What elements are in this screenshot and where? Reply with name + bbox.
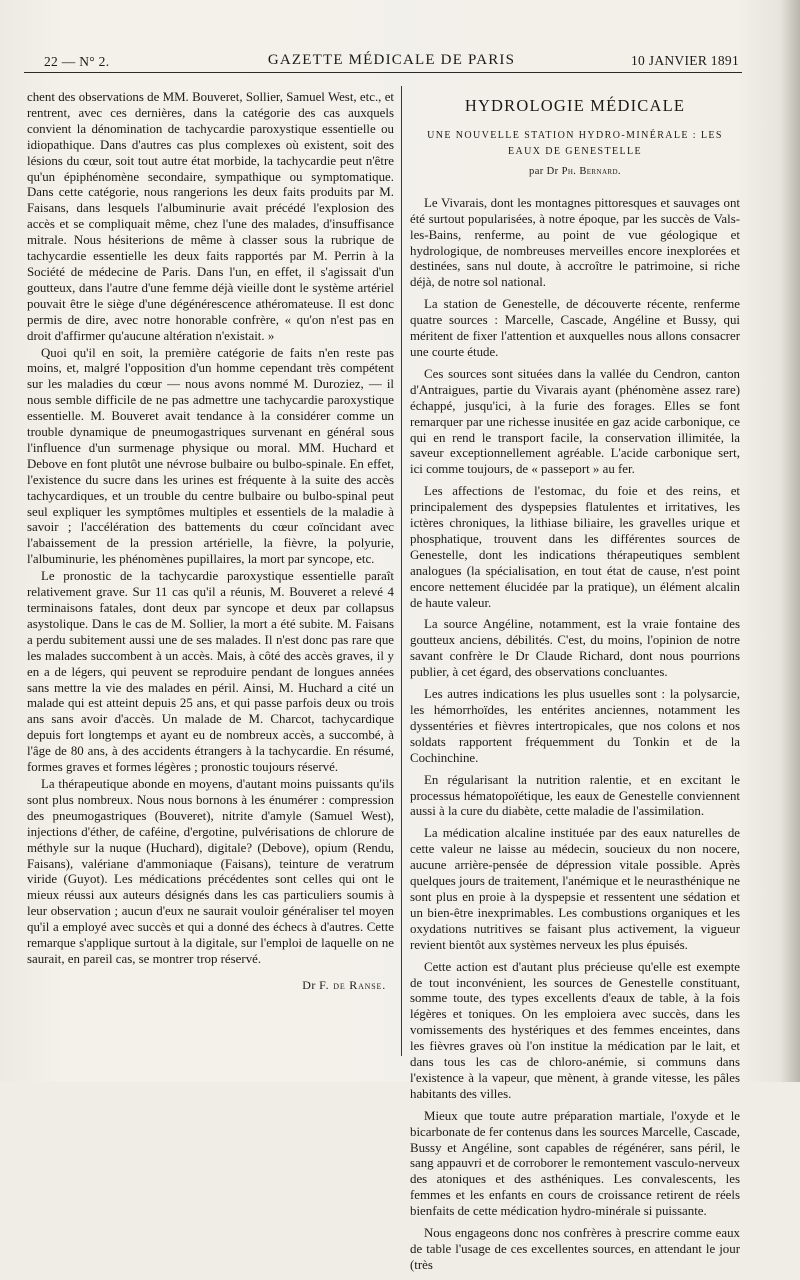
paragraph: La médication alcaline instituée par des eaux naturelles de cette valeur ne laisse au médecin, soucieux du non nocere, aucune arrière-pensée de dépression vitale possible. Après quelques jours de traitement, l'anémique et le neurasthénique ne sont plus en proie à la dyspepsie et ressentent une sédation et un bien-être inexprimables. Les combustions organiques et les oxydations nutritives se faisant plus activement, la vigueur revient bientôt aux systèmes nerveux les plus épuisés. [410,826,740,952]
paragraph: chent des observations de MM. Bouveret, Sollier, Samuel West, etc., et rentrent, avec ces dernières, dans la catégorie des cas auxquels convient la dénomination de tachycardie paroxystique essentielle ou idiopathique. Dans d'autres cas plus complexes où existent, soit des lésions du cœur, soit tout autre état morbide, la tachycardie peut n'être qu'un épiphénomène secondaire, sympathique ou symptomatique. Dans cette catégorie, nous rangerions les deux faits produits par M. Faisans, dans lesquels l'albuminurie avait précédé l'explosion des accès et se compliquait même, chez l'une des malades, d'insuffisance mitrale. Nous hésiterions de même à classer sous la rubrique de tachycardie essentielle les deux faits rapportés par M. Perrin à la Société de médecine de Paris. Dans l'un, en effet, il s'agissait d'un goutteux, dans l'autre d'une femme déjà vieille dont le système artériel pouvait être le siège d'une dégénérescence athéromateuse. Il est donc permis de dire, avec notre honorable confrère, « qu'on n'est pas en droit d'affirmer qu'aucune altération n'existait. » [27,90,394,343]
byline-prefix: par Dr [529,165,559,177]
section-title: HYDROLOGIE MÉDICALE [464,96,686,115]
paragraph: En régularisant la nutrition ralentie, et en excitant le processus hématopoïétique, les eaux de Genestelle conviennent aussi à la cure du diabète, cette maladie de l'assimilation. [410,772,740,819]
issue-date: 10 JANVIER 1891 [631,53,739,68]
paragraph: La station de Genestelle, de découverte récente, renferme quatre sources : Marcelle, Cascade, Angéline et Bussy, qui méritent de fixer l'attention et auxquelles nous allons consacrer une courte étude. [410,297,740,359]
paragraph: La thérapeutique abonde en moyens, d'autant moins puissants qu'ils sont plus nombreux. Nous nous bornons à les énumérer : compression des pneumogastriques (Bouveret), nitrite d'amyle (Samuel West), injections d'éther, de caféine, d'ergotine, pulvérisations de chlorure de méthyle sur la nuque (Huchard), digitale? (Debove), opium (Rendu, Faisans), valériane d'ammoniaque (Faisans), teinture de veratrum viride (Guyot). Les médications précédentes sont celles qui ont le mieux réussi aux auteurs désignés dans les cas particuliers soumis à leur observation ; aucun d'eux ne saurait vouloir généraliser tel moyen qu'il a employé avec succès et qui a donné des échecs à d'autres. Cette remarque s'applique surtout à la digitale, sur l'emploi de laquelle on ne saurait, en pareil cas, se montrer trop réservé. [27,776,394,966]
page-number: 22 — N° 2. [44,54,110,69]
paragraph: Mieux que toute autre préparation martiale, l'oxyde et le bicarbonate de fer contenus dans les sources Marcelle, Cascade, Bussy et Angéline, sont capables de régénérer, sans péril, le sang appauvri et de corroborer le remontement vasculo-nerveux des atoniques et des asthéniques. Les convalescents, les femmes et les enfants en cours de croissance retirent de réels bienfaits de cette médication hydro-minérale si puissante. [410,1108,741,1219]
article-title: UNE NOUVELLE STATION HYDRO-MINÉRALE : LES EAUX DE GENESTELLE [427,129,723,157]
paragraph: Les affections de l'estomac, du foie et des reins, et principalement des dyspepsies flatulentes et irritatives, les ictères chroniques, la lithiase biliaire, les gravelles urique et phosphatique, trouvent dans les différentes sources de Genestelle, dont les indications thérapeutiques semblent analogues (la spécialisation, en tout état de cause, n'est point encore nettement élucidée par la pratique), un élément alcalin de haute valeur. [410,484,740,610]
left-column [27,90,394,994]
page-edge-shadow [780,0,800,1082]
paragraph: Ces sources sont situées dans la vallée du Cendron, canton d'Antraigues, partie du Vivarais ayant (phénomène assez rare) échappé, jusqu'ici, à la furie des forages. Elles se font remarquer par une richesse inusitée en gaz acide carbonique, ce qui en rend le transport facile, la conservation illimitée, la saveur exceptionnellement agréable. L'acide carbonique sert, ici comme toujours, de « passeport » au fer. [410,366,740,477]
paragraph: Les autres indications les plus usuelles sont : la polysarcie, les hémorrhoïdes, les entérites anciennes, notamment les dyssentéries et fièvres intertropicales, que nos colons et nos soldats rapportent fréquemment du Tonkin et de la Cochinchine. [410,687,740,765]
paragraph: La source Angéline, notamment, est la vraie fontaine des goutteux anciens, débilités. C'est, du moins, l'opinion de notre savant confrère le Dr Claude Richard, dont nous pourrions publier, à cet égard, des observations concluantes. [410,617,740,680]
article-byline [410,164,740,180]
paragraph: Nous engageons donc nos confrères à prescrire comme eaux de table l'usage de ces excellentes sources, en attendant le jour (très [410,1226,740,1272]
journal-title: GAZETTE MÉDICALE DE PARIS [267,52,516,68]
paragraph: Le pronostic de la tachycardie paroxystique essentielle paraît relativement grave. Sur 11 cas qu'il a réunis, M. Bouveret a relevé 4 terminaisons fatales, dont deux par syncope et deux par collapsus asystolique. Dans le cas de M. Sollier, la mort a été subite. M. Faisans a perdu subitement aussi une de ses malades. Il n'est donc pas rare que les malades succombent à un accès. Mais, à côté des accès graves, il y en a de légers, qui peuvent se reproduire pendant de longues années sans mettre la vie des malades en péril. Ainsi, M. Huchard a cité un malade qui est atteint depuis 25 ans, et qui passe parfois deux ou trois ans sans avoir d'accès. Un malade de M. Charcot, tachycardique depuis fort longtemps et ayant eu de nombreux accès, a succombé, à l'âge de 80 ans, à des accidents étrangers à la tachycardie. En résumé, formes graves et formes légères ; pronostic toujours réservé. [27,569,394,775]
paragraph: Quoi qu'il en soit, la première catégorie de faits n'en reste pas moins, et, malgré l'opposition d'un homme cependant très compétent sur les maladies du cœur — nous avons nommé M. Duroziez, — il nous semble difficile de ne pas admettre une tachycardie paroxystique essentielle. M. Bouveret avait tendance à la considérer comme un trouble dynamique de pneumogastriques survenant en général sous l'influence d'un surmenage physique ou moral. MM. Huchard et Debove en font plutôt une névrose bulbaire ou bulbo-spinale. En effet, l'existence du sucre dans les urines est fréquente à la suite des accès tachycardiques, et un trouble du centre bulbaire ou bulbo-spinal peut seul expliquer les symptômes multiples et essentiels de la maladie à savoir ; l'accélération des battements du cœur coïncidant avec l'abaissement de la pression artérielle, la fièvre, la polyurie, l'albuminurie, les phénomènes pupillaires, la mort par syncope, etc. [27,345,394,567]
paragraph: Le Vivarais, dont les montagnes pittoresques et sauvages ont été surtout popularisées, à notre époque, par les succès de Vals-les-Bains, renferme, au point de vue géologique et hydrologique, de nombreuses merveilles encore inexplorées et destinées, sans nul doute, à accroître le patrimoine, si riche déjà, de notre sol national. [410,195,740,290]
byline-name: Ph. Bernard. [561,165,621,177]
column-divider [401,86,402,1056]
header-rule [24,72,742,73]
paragraph: Cette action est d'autant plus précieuse qu'elle est exempte de tout inconvénient, les sources de Genestelle constituant, somme toute, des types excellents d'eaux de table, à la fois légères et toniques. On les emploiera avec succès, dans les vomissements des hystériques et des femmes enceintes, dans les fièvres graves où l'on institue la médication par le lait, et dans tous les cas de chloro-anémie, si communs dans l'existence à la vapeur, que mènent, à grande vitesse, les pâles habitants des villes. [410,959,740,1101]
signature-name: F. de Ranse. [319,977,386,992]
running-header [44,52,739,70]
article-signature [27,978,394,994]
signature-prefix: Dr [302,977,316,992]
right-column [410,90,740,1280]
